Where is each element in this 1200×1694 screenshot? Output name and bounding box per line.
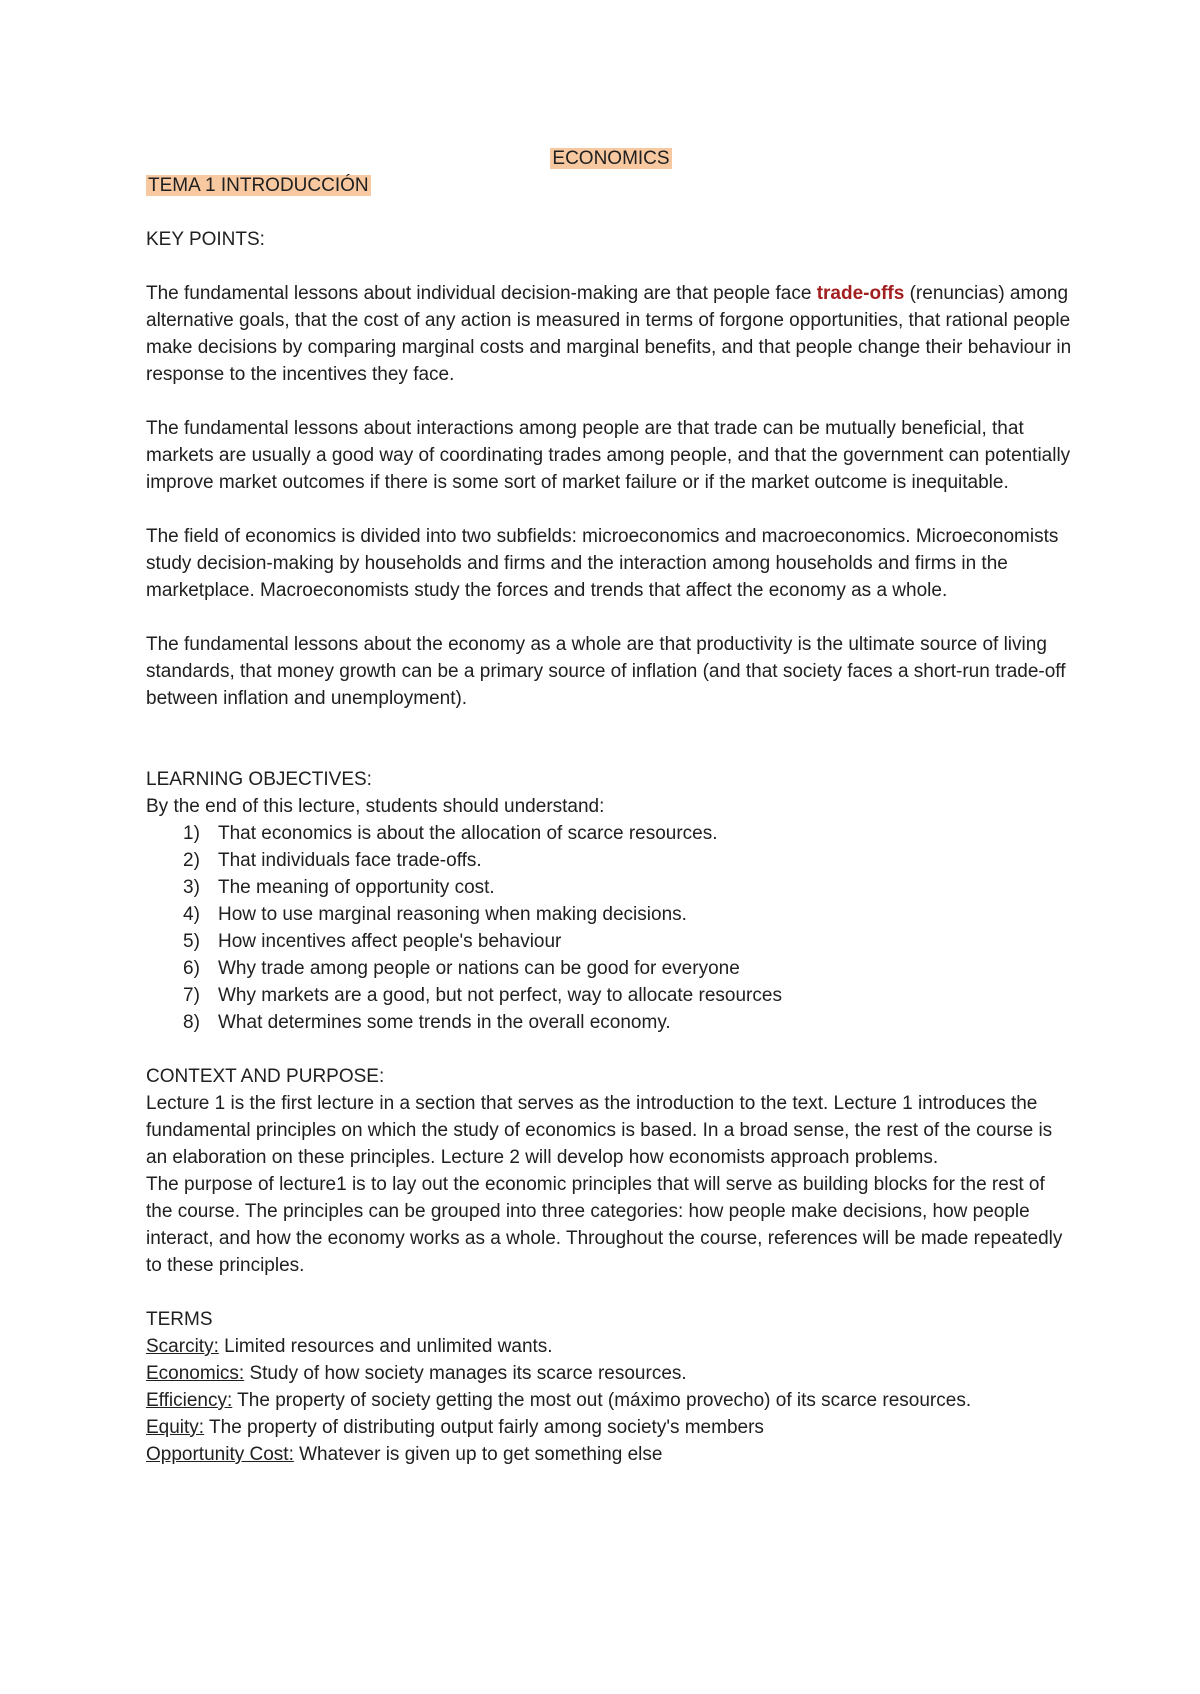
list-item [183,955,1076,982]
term-definition: Whatever is given up to get something else [293,1444,663,1465]
key-point-1-text-b: (renuncias) among alternative goals, that the cost of any action is measured in terms of forgone opportunities, that rational people make decisions by comparing marginal costs and marginal benefits, and that people change their behaviour in response to the incentives they face. [146,283,1072,385]
list-item [183,928,1076,955]
key-point-paragraph-2: The fundamental lessons about interactions among people are that trade can be mutually beneficial, that markets are usually a good way of coordinating trades among people, and that the government can potentially improve market outcomes if there is some sort of market failure or if the market outcome is inequitable. [146,418,1071,493]
list-item [183,874,1076,901]
term-row [146,1414,1076,1441]
term-definition: The property of society getting the most out (máximo provecho) of its scarce resources. [232,1390,972,1411]
learning-objectives-heading: LEARNING OBJECTIVES: [146,769,372,790]
key-point-paragraph-1 [146,280,1076,388]
learning-objectives-intro: By the end of this lecture, students should understand: [146,796,605,817]
term-row [146,1387,1076,1414]
term-name: Economics: [146,1363,245,1384]
context-heading: CONTEXT AND PURPOSE: [146,1066,385,1087]
context-paragraph-1: Lecture 1 is the first lecture in a section that serves as the introduction to the text. Lecture 1 introduces the fundamental principles on which the study of economics is based. In a broad sense, the rest of the course is an elaboration on these principles. Lecture 2 will develop how economists approach problems. [146,1093,1053,1168]
list-item [183,820,1076,847]
key-point-paragraph-3: The field of economics is divided into two subfields: microeconomics and macroeconomics. Microeconomists study decision-making by households and firms and the interaction among households and firms in the marketplace. Macroeconomists study the forces and trends that affect the economy as a whole. [146,526,1059,601]
list-text: Why trade among people or nations can be good for everyone [218,958,740,979]
title-line [146,145,1076,172]
tema-line [146,172,1076,199]
spacer [146,388,1076,415]
document-title: ECONOMICS [552,148,670,169]
term-definition: The property of distributing output fairly among society's members [204,1417,764,1438]
list-text: How incentives affect people's behaviour [218,931,562,952]
spacer [146,712,1076,766]
tema-heading: TEMA 1 INTRODUCCIÓN [148,175,369,196]
list-item [183,982,1076,1009]
list-item [183,847,1076,874]
list-text: How to use marginal reasoning when making decisions. [218,904,687,925]
list-number: 5) [183,931,200,952]
term-definition: Limited resources and unlimited wants. [218,1336,553,1357]
list-text: That economics is about the allocation of scarce resources. [218,823,718,844]
spacer [146,496,1076,523]
term-definition: Study of how society manages its scarce resources. [244,1363,687,1384]
list-item [183,901,1076,928]
list-number: 2) [183,850,200,871]
document-content [146,145,1076,1468]
key-point-1-text-a: The fundamental lessons about individual decision-making are that people face [146,283,817,304]
list-text: What determines some trends in the overall economy. [218,1012,671,1033]
terms-heading: TERMS [146,1309,213,1330]
list-number: 1) [183,823,200,844]
term-name: Opportunity Cost: [146,1444,294,1465]
learning-objectives-list [146,820,1076,1036]
list-text: The meaning of opportunity cost. [218,877,495,898]
term-name: Scarcity: [146,1336,219,1357]
term-name: Equity: [146,1417,205,1438]
term-name: Efficiency: [146,1390,233,1411]
list-text: Why markets are a good, but not perfect, way to allocate resources [218,985,782,1006]
list-item [183,1009,1076,1036]
term-row [146,1360,1076,1387]
term-row [146,1441,1076,1468]
spacer [146,253,1076,280]
trade-offs-highlight: trade-offs [816,283,905,304]
list-number: 7) [183,985,200,1006]
list-number: 8) [183,1012,200,1033]
spacer [146,604,1076,631]
spacer [146,1279,1076,1306]
spacer [146,1036,1076,1063]
list-text: That individuals face trade-offs. [218,850,482,871]
context-paragraph-2: The purpose of lecture1 is to lay out the economic principles that will serve as building blocks for the rest of the course. The principles can be grouped into three categories: how people make decisions, how people interact, and how the economy works as a whole. Throughout the course, references will be made repeatedly to these principles. [146,1174,1063,1276]
list-number: 6) [183,958,200,979]
spacer [146,199,1076,226]
list-number: 3) [183,877,200,898]
key-point-paragraph-4: The fundamental lessons about the economy as a whole are that productivity is the ultimate source of living standards, that money growth can be a primary source of inflation (and that society faces a short-run trade-off between inflation and unemployment). [146,634,1066,709]
list-number: 4) [183,904,200,925]
term-row [146,1333,1076,1360]
key-points-heading: KEY POINTS: [146,229,265,250]
